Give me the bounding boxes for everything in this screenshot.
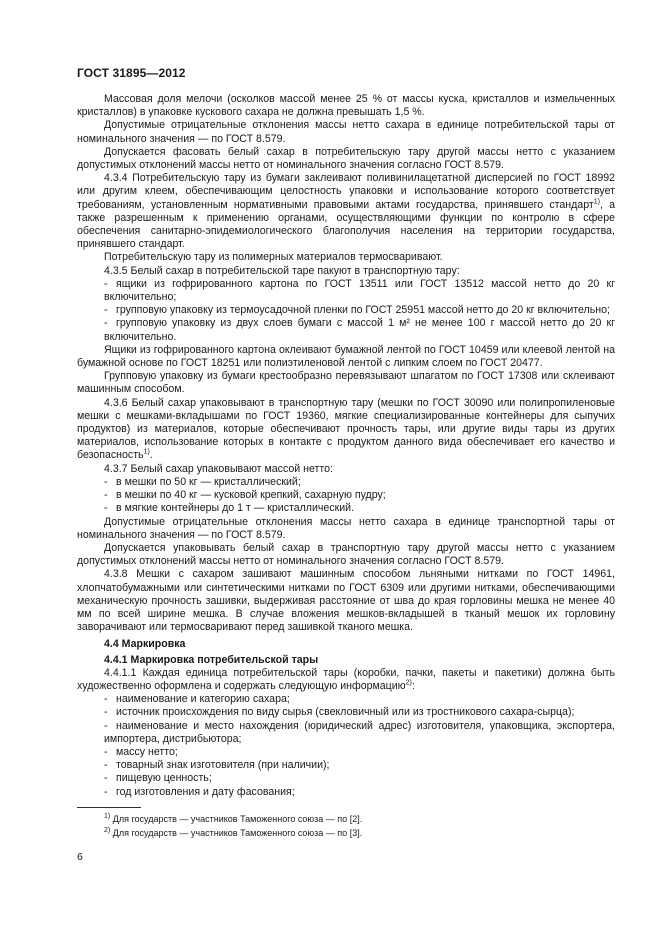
- paragraph-text: 4.3.7 Белый сахар упаковывают массой нетто:: [104, 462, 333, 475]
- paragraph-text: массу нетто;: [116, 745, 178, 758]
- list-dash: -: [104, 317, 108, 330]
- paragraph: [77, 119, 615, 145]
- paragraph: [77, 172, 615, 251]
- footnote-reference: 1): [593, 198, 600, 206]
- paragraph: [77, 542, 615, 568]
- footnote-1: [104, 814, 362, 825]
- document-body: [77, 93, 615, 799]
- footnote-separator: [77, 807, 141, 808]
- footnote-reference: 1): [143, 448, 150, 456]
- paragraph: [77, 265, 615, 278]
- paragraph: [77, 93, 615, 119]
- paragraph-text: групповую упаковку из термоусадочной пленки по ГОСТ 25951 массой нетто до 20 кг включительно;: [116, 304, 610, 317]
- list-item: [77, 304, 615, 317]
- paragraph-text-tail: , а также разрешенным к применению органами, осуществляющими функции по контролю в сфере обеспечения санитарно-эпидемиологического благополучия населения на территории государства, принявшего стандарт.: [77, 198, 615, 251]
- list-dash: -: [104, 277, 108, 290]
- list-dash: -: [104, 489, 108, 502]
- list-dash: -: [104, 759, 108, 772]
- paragraph-text: 4.3.8 Мешки с сахаром зашивают машинным способом льняными нитками по ГОСТ 14961, хлопчатобумажными или синтетическими нитками по ГОСТ 6309 или другими нитками, обеспечивающими механическую прочность зашивки, выдерживая расстояние от шва до края горловины мешка не менее 40 мм по всей ширине мешка. В случае вложения мешков-вкладышей в тканый мешок их горловину заворачивают или термосваривают перед зашивкой тканого мешка.: [77, 568, 615, 634]
- paragraph-text: 4.3.5 Белый сахар в потребительской таре пакуют в транспортную тару:: [104, 264, 460, 277]
- paragraph-text: ящики из гофрированного картона по ГОСТ 13511 или ГОСТ 13512 массой нетто до 20 кг включительно;: [104, 277, 615, 304]
- paragraph: [77, 397, 615, 463]
- list-item: [77, 720, 615, 746]
- paragraph-text: групповую упаковку из двух слоев бумаги с массой 1 м² не менее 100 г массой нетто до 20 кг включительно.: [104, 317, 615, 343]
- list-item: [77, 476, 615, 489]
- list-dash: -: [104, 772, 108, 785]
- paragraph-text: Допустимые отрицательные отклонения массы нетто сахара в единице потребительской тары от номинального значения — по ГОСТ 8.579.: [77, 119, 615, 145]
- paragraph: [77, 370, 615, 396]
- footnote-2: [104, 828, 362, 839]
- footnote-text: Для государств — участников Таможенного союза — по [2].: [112, 814, 363, 824]
- paragraph-text: 4.3.4 Потребительскую тару из бумаги заклеивают поливинилацетатной дисперсией по ГОСТ 18992 или другим клеем, обеспечивающим целостность упаковки и использование которого соответствует требованиям, установленным нормативными правовыми актами государства, принявшего стандарт: [77, 172, 615, 211]
- list-item: [77, 693, 615, 706]
- list-item: [77, 746, 615, 759]
- section-heading: [77, 638, 615, 651]
- list-dash: -: [104, 719, 108, 732]
- paragraph-text: пищевую ценность;: [116, 772, 212, 785]
- footnote-text: Для государств — участников Таможенного союза — по [3].: [112, 828, 363, 838]
- section-heading: [77, 654, 615, 667]
- page-number: 6: [77, 851, 83, 863]
- list-item: [77, 772, 615, 785]
- list-dash: -: [104, 785, 108, 798]
- paragraph: [77, 463, 615, 476]
- paragraph-text: 4.4.1 Маркировка потребительской тары: [104, 653, 319, 666]
- list-dash: -: [104, 475, 108, 488]
- paragraph-text: Массовая доля мелочи (осколков массой менее 25 % от массы куска, кристаллов и измельченных кристаллов) в упаковке кускового сахара не должна превышать 1,5 %.: [77, 93, 615, 119]
- paragraph-text-tail: :: [411, 679, 415, 692]
- paragraph-text: Ящики из гофрированного картона оклеивают бумажной лентой по ГОСТ 10459 или клеевой лентой на бумажной основе по ГОСТ 18251 или полиэтиленовой лентой с липким слоем по ГОСТ 20477.: [77, 343, 615, 370]
- paragraph-text-tail: .: [149, 449, 153, 462]
- paragraph: [77, 667, 615, 693]
- footnote-reference: 2): [405, 679, 412, 687]
- paragraph: [77, 568, 615, 634]
- list-item: [77, 759, 615, 772]
- list-dash: -: [104, 745, 108, 758]
- list-item: [77, 489, 615, 502]
- list-item: [77, 317, 615, 343]
- paragraph-text: наименование и место нахождения (юридический адрес) изготовителя, упаковщика, экспортера, импортера, дистрибьютора;: [104, 719, 615, 745]
- list-dash: -: [104, 693, 108, 706]
- paragraph-text: 4.4 Маркировка: [104, 638, 186, 651]
- list-dash: -: [104, 502, 108, 515]
- list-item: [77, 278, 615, 304]
- paragraph-text: 4.4.1.1 Каждая единица потребительской тары (коробки, пачки, пакеты и пакетики) должна быть художественно оформлена и содержать следующую информацию: [77, 666, 615, 692]
- footnote-mark: 1): [104, 813, 111, 820]
- paragraph: [77, 251, 615, 264]
- paragraph-text: год изготовления и дату фасования;: [116, 785, 295, 798]
- list-item: [77, 706, 615, 719]
- paragraph-text: источник происхождения по виду сырья (свекловичный или из тростникового сахара-сырца);: [116, 706, 575, 719]
- footnote-mark: 2): [104, 827, 111, 834]
- list-item: [77, 502, 615, 515]
- paragraph-text: товарный знак изготовителя (при наличии);: [116, 759, 330, 772]
- paragraph-text: наименование и категорию сахара;: [116, 693, 290, 706]
- list-dash: -: [104, 304, 108, 317]
- document-header: ГОСТ 31895—2012: [77, 66, 186, 80]
- paragraph-text: Допускается фасовать белый сахар в потребительскую тару другой массы нетто с указанием допустимых отклонений массы нетто от номинального значения согласно ГОСТ 8.579.: [77, 145, 615, 172]
- paragraph-text: 4.3.6 Белый сахар упаковывают в транспортную тару (мешки по ГОСТ 30090 или полипропиленовые мешки с мешками-вкладышами по ГОСТ 19360, мягкие специализированные контейнеры для сыпучих продуктов) из материалов, которые обеспечивают прочность тары, или другие виды тары из других материалов, использование которых в контакте с продуктом данного вида обеспечивает его качество и безопасность: [77, 396, 615, 462]
- paragraph-text: в мягкие контейнеры до 1 т — кристаллический.: [116, 502, 355, 515]
- paragraph: [77, 344, 615, 370]
- list-item: [77, 786, 615, 799]
- paragraph-text: Потребительскую тару из полимерных материалов термосваривают.: [104, 251, 443, 264]
- paragraph-text: в мешки по 50 кг — кристаллический;: [116, 475, 301, 488]
- paragraph: [77, 146, 615, 172]
- paragraph-text: Допустимые отрицательные отклонения массы нетто сахара в единице транспортной тары от номинального значения — по ГОСТ 8.579.: [77, 515, 615, 541]
- paragraph-text: в мешки по 40 кг — кусковой крепкий, сахарную пудру;: [116, 489, 386, 502]
- paragraph-text: Групповую упаковку из бумаги крестообразно перевязывают шпагатом по ГОСТ 17308 или склеивают машинным способом.: [77, 370, 615, 396]
- list-dash: -: [104, 706, 108, 719]
- paragraph-text: Допускается упаковывать белый сахар в транспортную тару другой массы нетто с указанием допустимых отклонений массы нетто от номинального значения согласно ГОСТ 8.579.: [77, 541, 615, 568]
- paragraph: [77, 516, 615, 542]
